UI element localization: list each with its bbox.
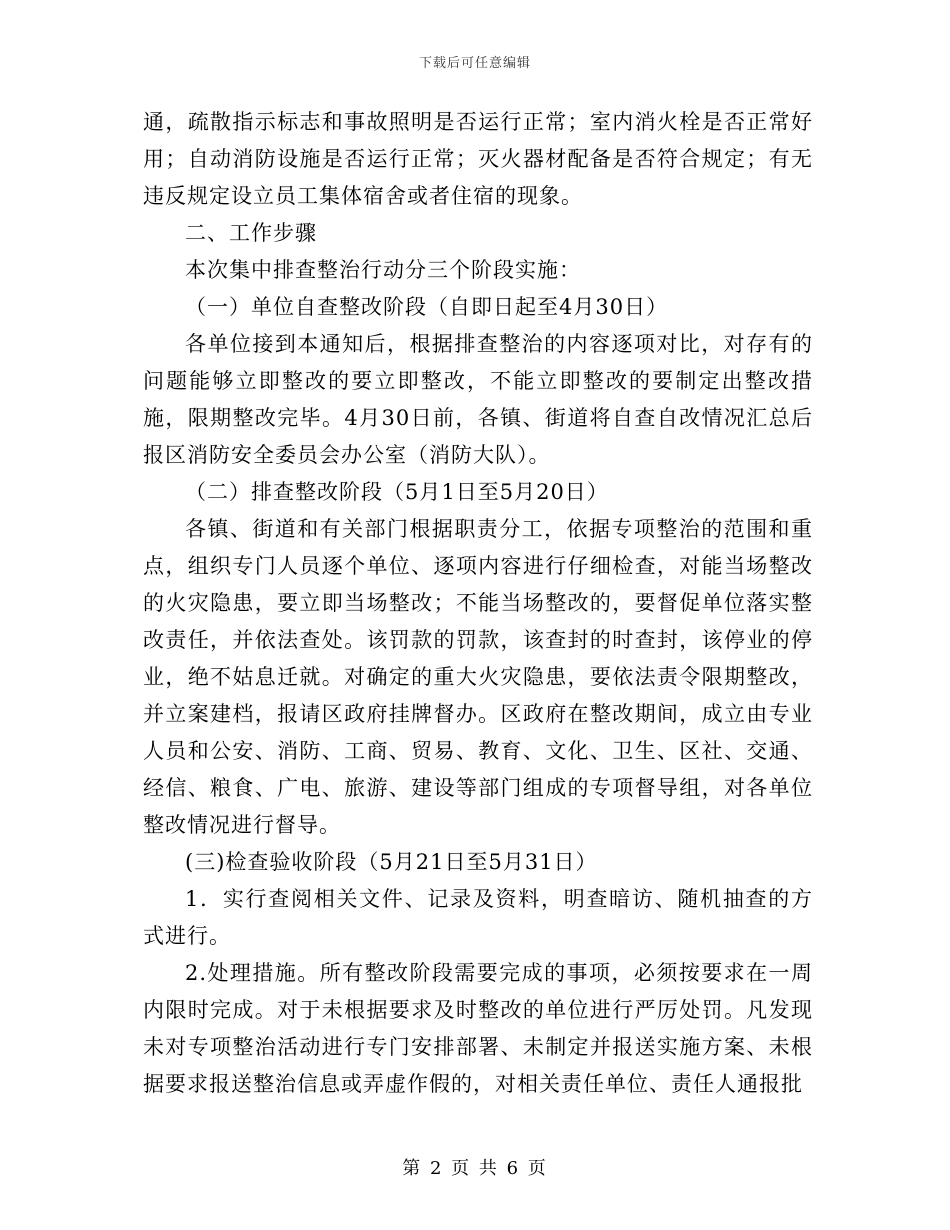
page-header: 下载后可任意编辑 [418, 56, 531, 71]
paragraph-stage-2: 各镇、街道和有关部门根据职责分工，依据专项整治的范围和重点，组织专门人员逐个单位、逐项内容进行仔细检查，对能当场整改的火灾隐患，要立即当场整改；不能当场整改的，要督促单位落实整改责任，并依法查处。该罚款的罚款，该查封的时查封，该停业的停业，绝不姑息迁就。对确定的重大火灾隐患，要依法责令限期整改，并立案建档，报请区政府挂牌督办。区政府在整改期间，成立由专业人员和公安、消防、工商、贸易、教育、文化、卫生、区社、交通、经信、粮食、广电、旅游、建设等部门组成的专项督导组，对各单位整改情况进行督导。 [143, 517, 813, 837]
stage-heading-1: （一）单位自查整改阶段（自即日起至4月30日） [185, 295, 669, 319]
paragraph-stage-1: 各单位接到本通知后，根据排查整治的内容逐项对比，对存有的问题能够立即整改的要立即整改，不能立即整改的要制定出整改措施，限期整改完毕。4月30日前，各镇、街道将自查自改情况汇总后报区消防安全委员会办公室（消防大队）。 [143, 332, 813, 467]
section-heading: 二、工作步骤 [185, 221, 317, 245]
paragraph-intro: 本次集中排查整治行动分三个阶段实施： [185, 258, 581, 282]
stage-heading-2: （二）排查整改阶段（5月1日至5月20日） [185, 480, 609, 504]
stage-heading-3: (三)检查验收阶段（5月21日至5月31日） [185, 850, 598, 874]
paragraph-item-2: 2.处理措施。所有整改阶段需要完成的事项，必须按要求在一周内限时完成。对于未根据要求及时整改的单位进行严厉处罚。凡发现未对专项整治活动进行专门安排部署、未制定并报送实施方案、未根据要求报送整治信息或弄虚作假的，对相关责任单位、责任人通报批 [143, 961, 813, 1096]
paragraph-item-1: 1．实行查阅相关文件、记录及资料，明查暗访、随机抽查的方式进行。 [143, 887, 813, 948]
page-footer: 第 2 页 共 6 页 [402, 1158, 548, 1179]
document-body [143, 104, 813, 1103]
paragraph-continued: 通，疏散指示标志和事故照明是否运行正常；室内消火栓是否正常好用；自动消防设施是否运行正常；灭火器材配备是否符合规定；有无违反规定设立员工集体宿舍或者住宿的现象。 [143, 110, 813, 208]
